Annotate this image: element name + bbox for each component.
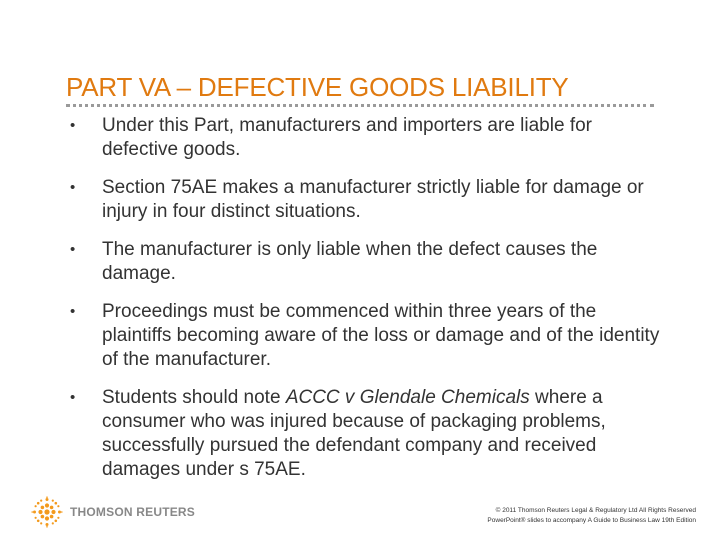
footer-legal [487,506,696,526]
bullet-list [60,114,660,496]
bullet-item [60,114,660,162]
logo-wordmark: THOMSON REUTERS [70,505,196,519]
bullet-text-start: Students should note [102,387,286,408]
bullet-item [60,386,660,482]
bullet-dot: • [70,389,76,406]
slides-credit: PowerPoint® slides to accompany A Guide to Business Law 19th Edition [487,517,696,524]
bullet-item [60,176,660,224]
bullet-text: Proceedings must be commenced within three years of the plaintiffs becoming aware of the loss or damage and of the identity of the manufacturer. [102,301,660,370]
thomson-reuters-logo [30,494,195,530]
copyright-notice: © 2011 Thomson Reuters Legal & Regulatory Ltd All Rights Reserved [495,507,696,514]
bullet-item [60,238,660,286]
bullet-dot: • [70,241,76,258]
bullet-text: Section 75AE makes a manufacturer strictly liable for damage or injury in four distinct situations. [102,177,644,222]
bullet-item [60,300,660,372]
title-divider [66,104,654,107]
bullet-text: Under this Part, manufacturers and importers are liable for defective goods. [102,115,592,160]
slide-title: PART VA – DEFECTIVE GOODS LIABILITY [66,72,569,102]
case-name: ACCC v Glendale Chemicals [285,387,530,408]
thomson-reuters-dot-globe-icon [30,495,64,529]
bullet-dot: • [70,117,76,134]
bullet-dot: • [70,179,76,196]
bullet-text-end: where a consumer who was injured because of packaging problems, successfully pursued the defendant company and received damages under s 75AE. [102,387,606,480]
bullet-dot: • [70,303,76,320]
bullet-text: The manufacturer is only liable when the defect causes the damage. [102,239,598,284]
